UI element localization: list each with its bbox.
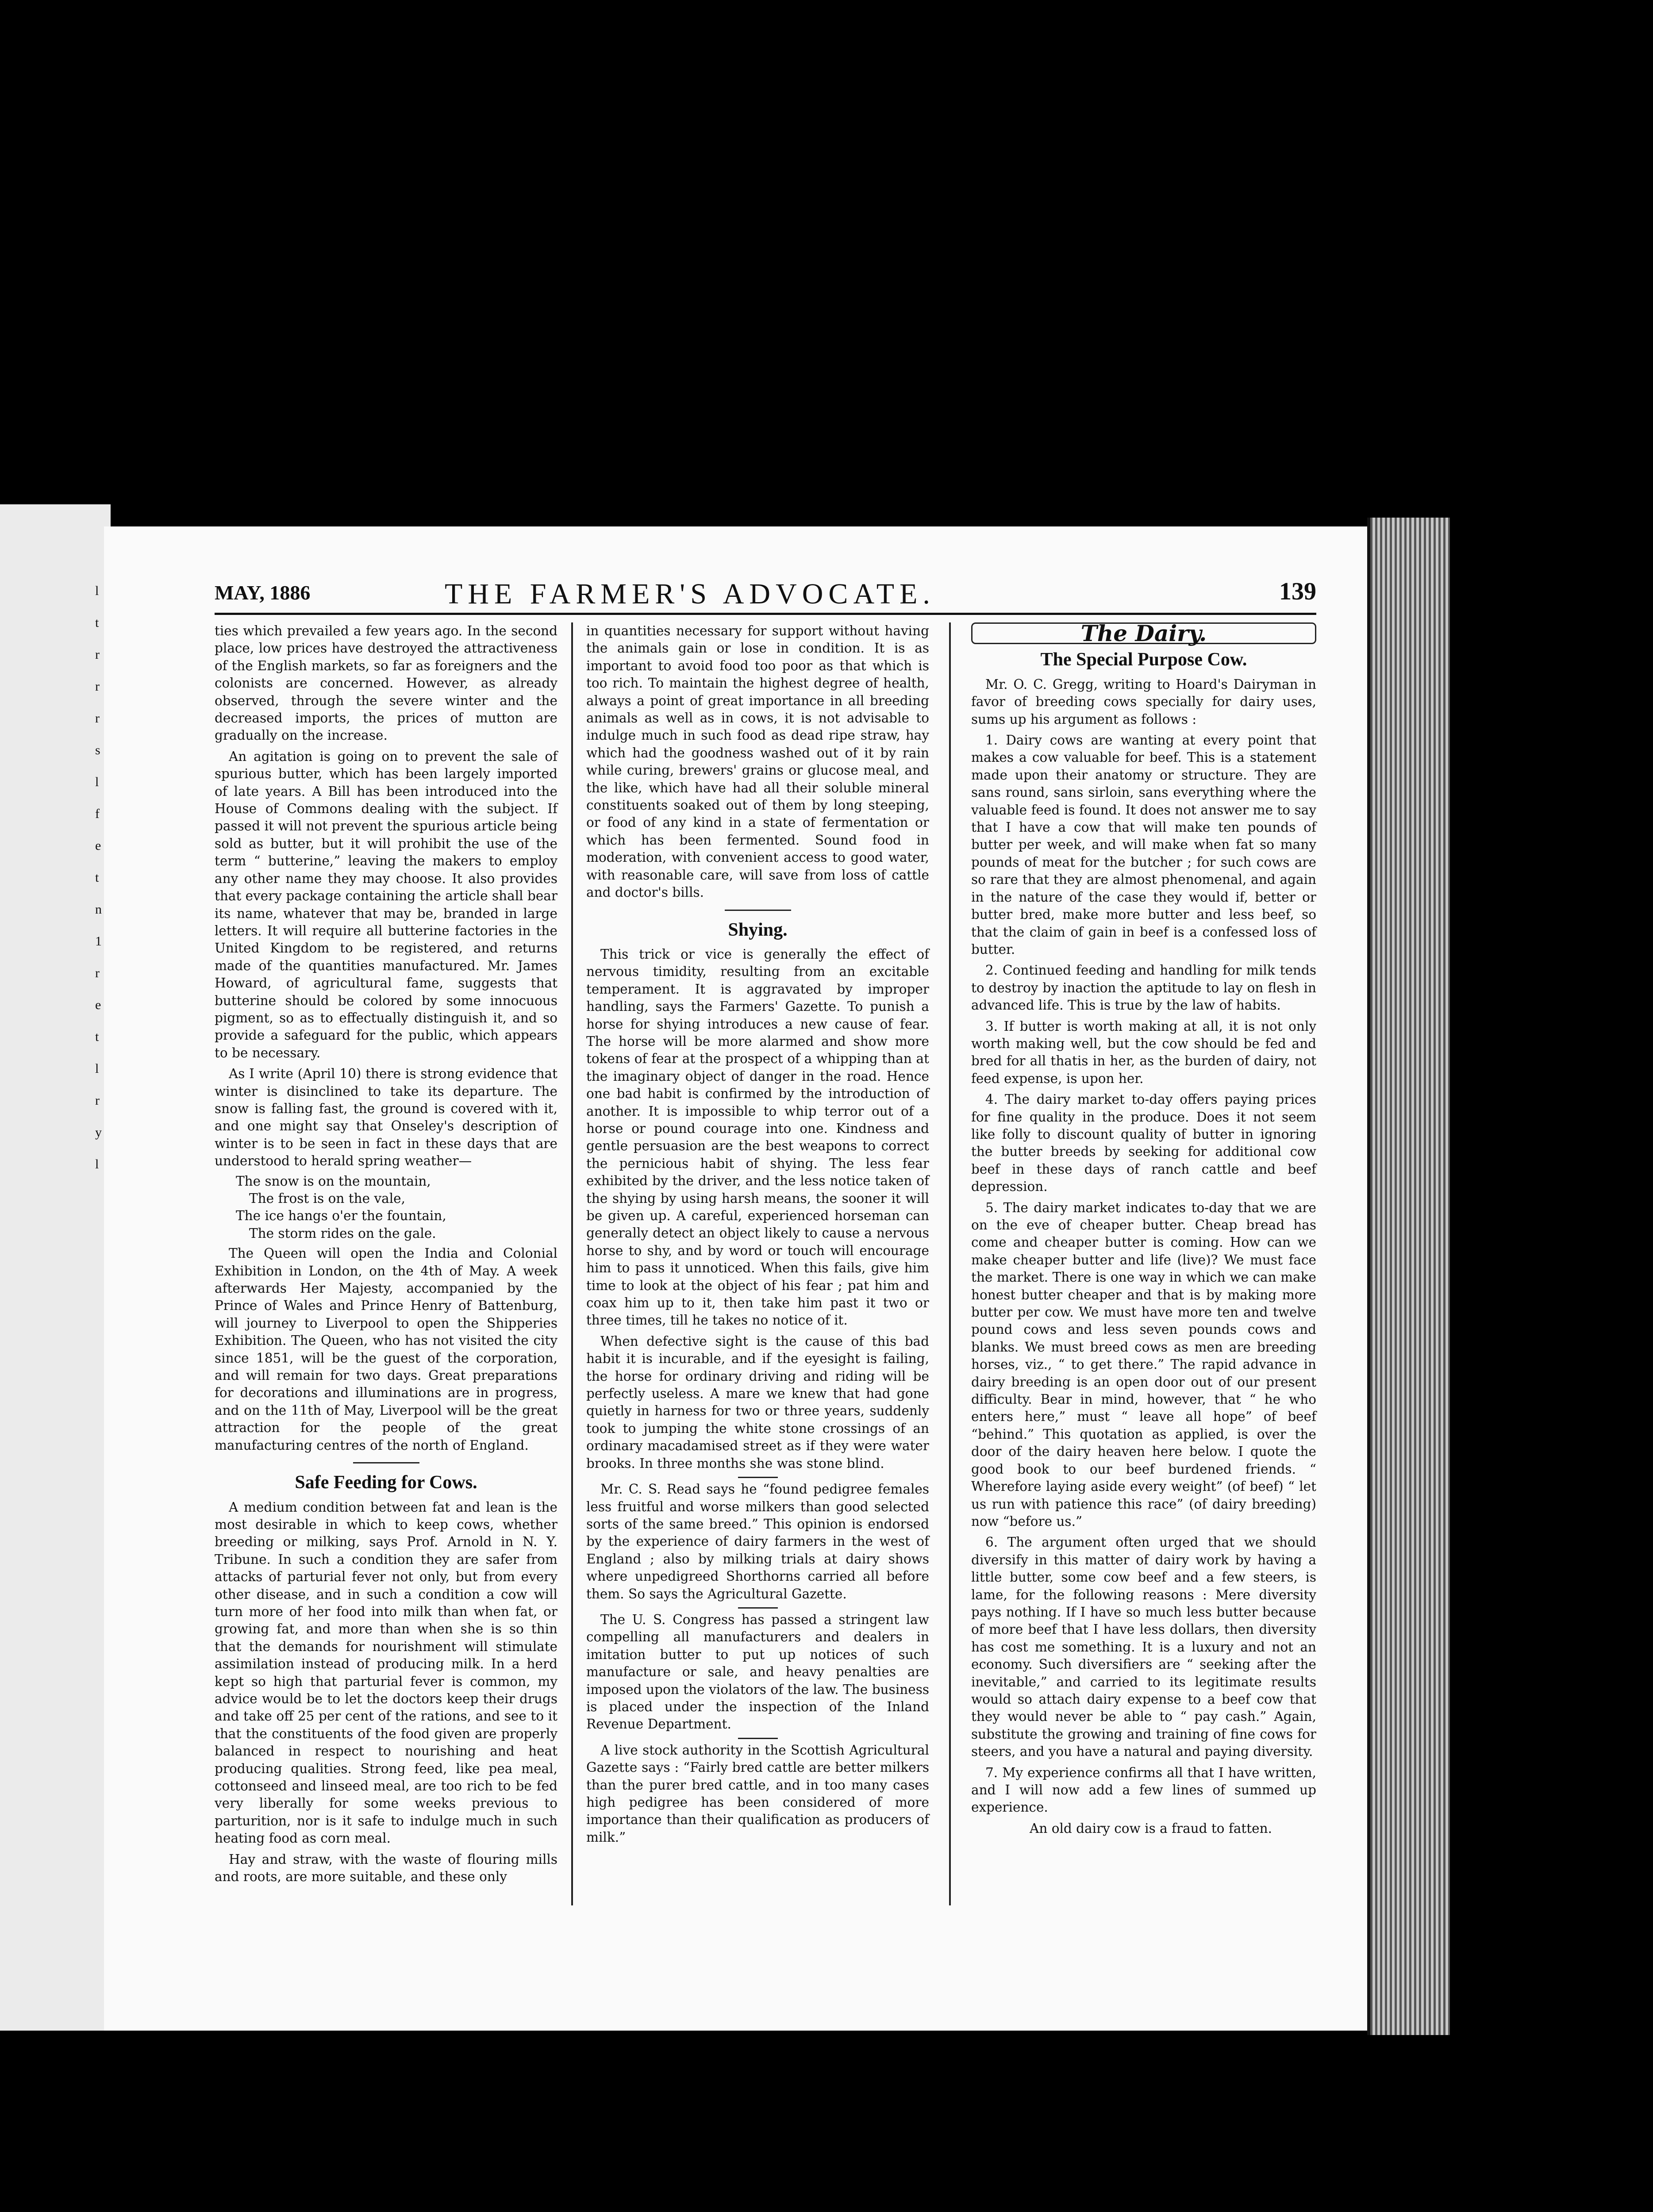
poem-line: The frost is on the vale, xyxy=(249,1191,405,1206)
margin-letter: r xyxy=(95,966,100,980)
paragraph: 3. If butter is worth making at all, it is not only worth making well, but the cow should be fed and bred for all thatis in her, as the burden of dairy, not feed expense, is upon her. xyxy=(971,1018,1316,1086)
paragraph: Mr. C. S. Read says he “found pedigree females less fruitful and worse milkers than good selected sorts of the same breed.” This opinion is endorsed by the experience of dairy farmers in the west of England ; also by milking trials at dairy shows where unpedigreed Shorthorns carried all before them. So says the Agricultural Gazette. xyxy=(586,1482,929,1601)
margin-letter: n xyxy=(95,902,102,917)
margin-letter: l xyxy=(95,775,99,789)
article-heading-special-purpose-cow: The Special Purpose Cow. xyxy=(1040,649,1247,670)
margin-letter: r xyxy=(95,711,100,726)
margin-letter: l xyxy=(95,1157,99,1171)
paragraph: The U. S. Congress has passed a stringent law compelling all manufacturers and dealers in imitation butter to put up notices of such manufacture or sale, and heavy penalties are imposed upon the violators of the law. The business is placed under the inspection of the Inland Revenue Department. xyxy=(586,1612,929,1732)
poem-line: The snow is on the mountain, xyxy=(236,1173,431,1189)
paragraph: Mr. O. C. Gregg, writing to Hoard's Dairyman in favor of breeding cows specially for dairy uses, sums up his argument as follows : xyxy=(971,676,1316,727)
paragraph: 4. The dairy market to-day offers paying prices for fine quality in the produce. Does it not seem like folly to discount quality of butter in ignoring the butter breeds by seeking for additional cow beef in these days of ranch cattle and beef depression. xyxy=(971,1092,1316,1194)
margin-letter: t xyxy=(95,870,99,885)
facing-page-edge xyxy=(0,504,111,2031)
publication-title: THE FARMER'S ADVOCATE. xyxy=(445,578,935,610)
paragraph: An agitation is going on to prevent the sale of spurious butter, which has been largely imported of late years. A Bill has been introduced into the House of Commons dealing with the subject. If passed it will not prevent the spurious article being sold as butter, but it will prohibit the use of the term “ butterine,” leaving the makers to employ any other name they may choose. It also provides that every package containing the article shall bear its name, whatever that may be, branded in large letters. It will require all butterine factories in the United Kingdom to be registered, and returns made of the quantities manufactured. Mr. James Howard, of agricultural fame, suggests that butterine should be colored by some innocuous pigment, so as to effectually distinguish it, and so provide a safeguard for the public, which appears to be necessary. xyxy=(215,749,557,1060)
article-separator xyxy=(738,1477,778,1478)
column-1 xyxy=(215,622,557,1905)
margin-letter: s xyxy=(95,743,100,757)
paragraph: ties which prevailed a few years ago. In the second place, low prices have destroyed the attractiveness of the English markets, so far as foreigners and the colonists are concerned. However, as already observed, through the severe winter and the decreased imports, the prices of mutton are gradually on the increase. xyxy=(215,623,557,743)
column-divider xyxy=(571,622,573,1905)
poem-line: The ice hangs o'er the fountain, xyxy=(236,1208,446,1224)
page-content xyxy=(215,577,1316,1913)
article-separator xyxy=(725,910,791,911)
article-heading-shying: Shying. xyxy=(728,919,788,940)
paragraph: A live stock authority in the Scottish Agricultural Gazette says : “Fairly bred cattle are better milkers than the purer bred cattle, and in too many cases high pedigree has been considered of more importance than their qualification as producers of milk.” xyxy=(586,1742,929,1845)
margin-letter: r xyxy=(95,647,100,662)
masthead-rule xyxy=(215,613,1316,615)
margin-letter: e xyxy=(95,838,101,853)
column-3 xyxy=(971,622,1316,1905)
issue-date: MAY, 1886 xyxy=(215,581,311,604)
book-page-edges xyxy=(1367,518,1450,2035)
poem xyxy=(236,1173,557,1243)
paragraph: Hay and straw, with the waste of flouring mills and roots, are more suitable, and these only xyxy=(215,1851,557,1885)
paragraph: This trick or vice is generally the effect of nervous timidity, resulting from an excitable temperament. It is aggravated by improper handling, says the Farmers' Gazette. To punish a horse for shying introduces a new cause of fear. The horse will be more alarmed and show more tokens of fear at the prospect of a whipping than at the imaginary object of danger in the road. Hence one bad habit is confirmed by the introduction of another. It is impossible to whip terror out of a horse or pound courage into one. Kindness and gentle persuasion are the best weapons to correct the pernicious habit of shying. The less fear exhibited by the driver, and the less notice taken of the shying by using harsh means, the sooner it will be given up. A careful, experienced horseman can generally detect an object likely to cause a nervous horse to shy, and by word or touch will encourage him to pass it unnoticed. When this fails, give him time to look at the object of his fear ; pat him and coax him up to it, then take him past it two or three times, till he takes no notice of it. xyxy=(586,946,929,1328)
page-number: 139 xyxy=(1279,578,1316,605)
paragraph: As I write (April 10) there is strong evidence that winter is disinclined to take its departure. The snow is falling fast, the ground is covered with it, and one might say that Onseley's description of winter is to be seen in fact in these days that are understood to herald spring weather— xyxy=(215,1066,557,1169)
margin-letter: e xyxy=(95,998,101,1012)
column-divider xyxy=(949,622,951,1905)
article-separator xyxy=(353,1462,419,1463)
margin-letter: l xyxy=(95,1061,99,1076)
margin-letter: l xyxy=(95,584,99,598)
paragraph: 5. The dairy market indicates to-day that we are on the eve of cheaper butter. Cheap bread has come and cheaper butter is coming. How can we make cheaper butter and life (live)? We must face the market. There is one way in which we can make honest butter cheaper and that is by making more butter per cow. We must have more ten and twelve pound cows and less seven pounds cows and blanks. We must breed cows as men are breeding horses, viz., “ to get there.” The rapid advance in dairy breeding is an open door out of our present difficulty. Bear in mind, however, that “ he who enters here,” must “ leave all hope” of beef “behind.” This quotation as applied, is over the door of the dairy heaven here below. I quote the good book to our beef burdened friends. “ Wherefore laying aside every weight” (of beef) “ let us run with patience this race” (of dairy breeding) now “before us.” xyxy=(971,1200,1316,1529)
paragraph: 6. The argument often urged that we should diversify in this matter of dairy work by having a little butter, some cow beef and a few steers, is lame, for the following reasons : Mere diversity pays nothing. If I have so much less butter because of more beef that I have less dollars, then diversity has cost me something. It is a luxury and not an economy. Such diversifiers are “ seeking after the inevitable,” and carried to its legitimate results would so attach dairy expense to a beef cow that they would never be able to “ pay cash.” Again, substitute the growing and training of fine cows for steers, and you have a natural and paying diversity. xyxy=(971,1535,1316,1759)
margin-letter: y xyxy=(95,1125,102,1140)
paragraph: When defective sight is the cause of this bad habit it is incurable, and if the eyesight is failing, the horse for ordinary driving and riding will be perfectly useless. A mare we knew that had gone quietly in harness for two or three years, suddenly took to jumping the white stone crossings of an ordinary macadamised street as if they were water brooks. In three months she was stone blind. xyxy=(586,1333,929,1471)
margin-letter: t xyxy=(95,615,99,630)
paragraph: 1. Dairy cows are wanting at every point that makes a cow valuable for beef. This is a statement made upon their anatomy or structure. They are sans round, sans sirloin, sans everything where the valuable feed is found. It does not answer me to say that I have a cow that will make ten pounds of butter per week, and will make when fat so many pounds of meat for the butcher ; for such cows are so rare that they are almost phenomenal, and again in the nature of the case they would if, better or butter bred, make more butter and less beef, so that the claim of gain in beef is a confessed loss of butter. xyxy=(971,733,1316,957)
paragraph: A medium condition between fat and lean is the most desirable in which to keep cows, whether breeding or milking, says Prof. Arnold in N. Y. Tribune. In such a condition they are safer from attacks of parturial fever not only, but from every other disease, and in such a condition a cow will turn more of her food into milk than when fat, or growing fat, and more than when she is so thin that the demands for nourishment will stimulate assimilation instead of producing milk. In a herd kept so high that parturial fever is common, my advice would be to let the doctors keep their drugs and take off 25 per cent of the rations, and see to it that the constituents of the food given are properly balanced in respect to nourishing and heat producing qualities. Strong feed, like pea meal, cottonseed and linseed meal, are too rich to be fed very liberally for some weeks previous to parturition, nor is it safe to indulge much in such heating food as corn meal. xyxy=(215,1499,557,1846)
margin-letter: t xyxy=(95,1029,99,1044)
article-separator xyxy=(738,1738,778,1739)
paragraph: 7. My experience confirms all that I have written, and I will now add a few lines of summed up experience. xyxy=(971,1765,1316,1815)
margin-letter: r xyxy=(95,679,100,694)
paragraph: 2. Continued feeding and handling for milk tends to destroy by inaction the aptitude to lay on flesh in advanced life. This is true by the law of habits. xyxy=(971,963,1316,1013)
margin-letter: 1 xyxy=(95,934,102,949)
margin-letter: f xyxy=(95,806,100,821)
column-2 xyxy=(586,622,929,1905)
masthead xyxy=(215,577,1316,608)
department-banner-dairy: The Dairy. xyxy=(971,622,1316,644)
paragraph: in quantities necessary for support without having the animals gain or lose in condition. It is as important to avoid food too poor as that which is too rich. To maintain the highest degree of health, always a point of great importance in all breeding animals as well as in cows, it is not advisable to indulge much in such food as dead ripe straw, hay which had the goodness washed out of it by rain while curing, brewers' grains or glucose meal, and the like, which have had all their soluble mineral constituents soaked out of them by long steeping, or food of any kind in a state of fermentation or which has been fermented. Sound food in moderation, with convenient access to good water, with reasonable care, will save from loss of cattle and doctor's bills. xyxy=(586,623,929,900)
margin-letter: r xyxy=(95,1093,100,1108)
closing-line: An old dairy cow is a fraud to fatten. xyxy=(1030,1820,1272,1836)
article-separator xyxy=(738,1607,778,1609)
paragraph: The Queen will open the India and Colonial Exhibition in London, on the 4th of May. A week afterwards Her Majesty, accompanied by the Prince of Wales and Prince Henry of Battenburg, will journey to Liverpool to open the Shipperies Exhibition. The Queen, who has not visited the city since 1851, will be the guest of the corporation, and will remain for two days. Great preparations for decorations and illuminations are in progress, and on the 11th of May, Liverpool will be the great attraction for the people of the great manufacturing centres of the north of England. xyxy=(215,1246,557,1453)
poem-line: The storm rides on the gale. xyxy=(249,1225,436,1241)
article-heading-safe-feeding: Safe Feeding for Cows. xyxy=(295,1472,477,1493)
